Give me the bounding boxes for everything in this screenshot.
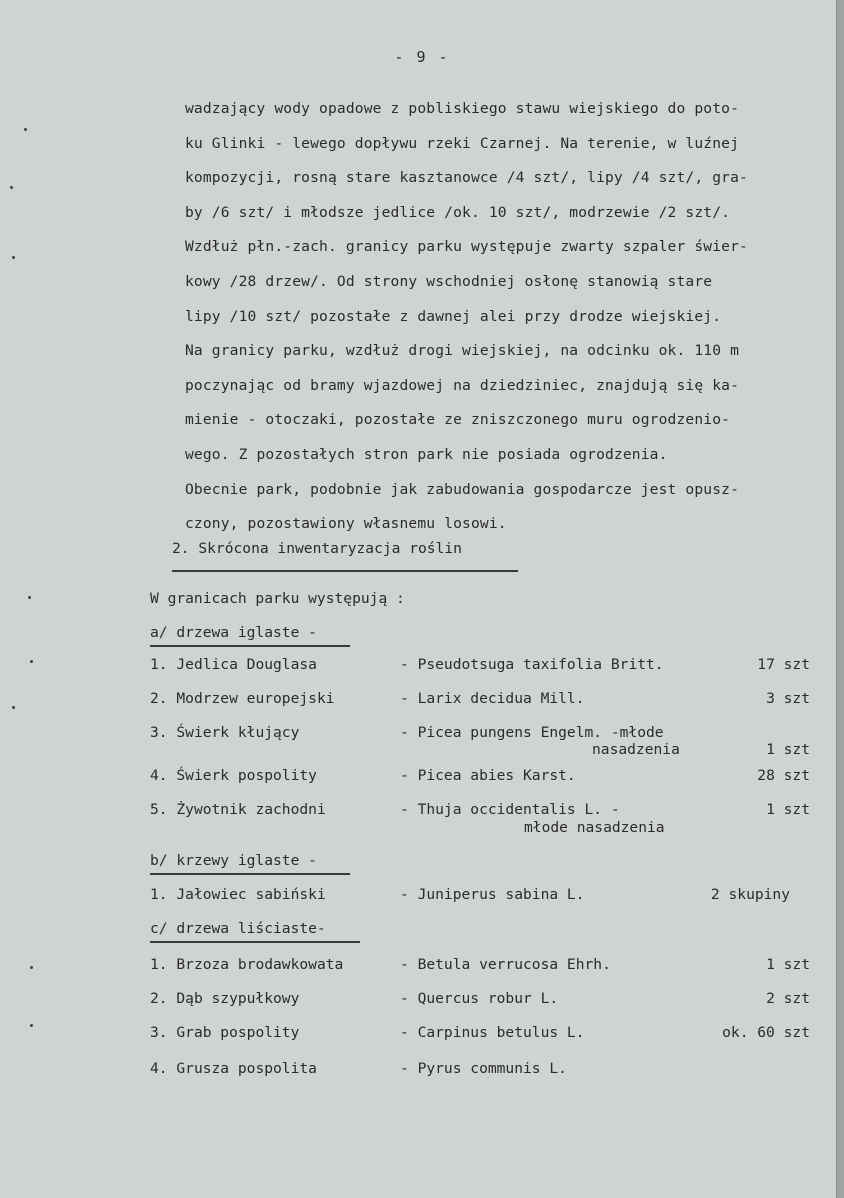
page-number: - 9 - (394, 48, 450, 66)
plant-number: 2. (150, 690, 168, 707)
intro-text: W granicach parku występują : (150, 590, 405, 607)
paragraph-line: by /6 szt/ i młodsze jedlice /ok. 10 szt/, modrzewie /2 szt/. (185, 203, 731, 221)
paragraph-line: mienie - otoczaki, pozostałe ze zniszczonego muru ogrodzenio- (185, 411, 731, 429)
paragraph-line: poczynając od bramy wjazdowej na dziedziniec, znajdują się ka- (185, 376, 740, 394)
plant-common-name: Dąb szypułkowy (176, 990, 300, 1007)
margin-speck (30, 966, 33, 969)
category-deciduous-trees: c/ drzewa liściaste- (150, 920, 326, 937)
plant-latin-name: - Carpinus betulus L. (400, 1024, 585, 1041)
plant-number: 1. (150, 656, 168, 673)
category-underline (150, 873, 350, 875)
plant-count: 2 skupiny (710, 886, 790, 903)
plant-row (150, 1024, 810, 1064)
plant-number: 1. (150, 956, 168, 973)
plant-latin-name: - Larix decidua Mill. (400, 690, 585, 707)
paragraph-line: kowy /28 drzew/. Od strony wschodniej osłonę stanowią stare (185, 272, 713, 290)
margin-speck (10, 186, 13, 189)
plant-latin-name: - Pyrus communis L. (400, 1060, 567, 1077)
plant-common-name: Grab pospolity (176, 1024, 300, 1041)
category-conifer-trees: a/ drzewa iglaste - (150, 624, 317, 641)
plant-row (150, 1060, 810, 1100)
plant-name (150, 724, 299, 741)
plant-latin-name: - Picea pungens Engelm. -młode (400, 724, 664, 741)
paragraph-line: wego. Z pozostałych stron park nie posiada ogrodzenia. (185, 445, 668, 463)
plant-common-name: Grusza pospolita (176, 1060, 317, 1077)
plant-common-name: Jałowiec sabiński (176, 886, 326, 903)
plant-common-name: Brzoza brodawkowata (176, 956, 344, 973)
plant-latin-name: - Betula verrucosa Ehrh. (400, 956, 611, 973)
plant-latin-name: - Pseudotsuga taxifolia Britt. (400, 656, 664, 673)
paragraph-line: Wzdłuż płn.-zach. granicy parku występuje zwarty szpaler świer- (185, 238, 748, 256)
plant-number: 5. (150, 801, 168, 818)
plant-latin-name: - Juniperus sabina L. (400, 886, 585, 903)
body-paragraph (185, 92, 825, 542)
section-title: 2. Skrócona inwentaryzacja roślin (172, 540, 462, 557)
plant-common-name: Modrzew europejski (176, 690, 335, 707)
plant-name (150, 690, 335, 707)
plant-count: 1 szt (766, 956, 810, 973)
plant-latin-name: - Thuja occidentalis L. - (400, 801, 620, 818)
paragraph-line: Na granicy parku, wzdłuż drogi wiejskiej, na odcinku ok. 110 m (185, 342, 740, 360)
plant-common-name: Świerk pospolity (176, 767, 317, 784)
plant-latin-name-continued: młode nasadzenia (524, 819, 665, 836)
margin-speck (30, 660, 33, 663)
paragraph-line: czony, pozostawiony własnemu losowi. (185, 515, 507, 533)
plant-name (150, 990, 299, 1007)
plant-row (150, 801, 810, 841)
plant-number: 3. (150, 1024, 168, 1041)
category-underline (150, 941, 360, 943)
plant-name (150, 886, 326, 903)
plant-common-name: Świerk kłujący (176, 724, 300, 741)
plant-name (150, 1060, 317, 1077)
plant-name (150, 656, 317, 673)
plant-count: ok. 60 szt (722, 1024, 810, 1041)
category-conifer-shrubs: b/ krzewy iglaste - (150, 852, 317, 869)
margin-speck (12, 256, 15, 259)
category-underline (150, 645, 350, 647)
paragraph-line: wadzający wody opadowe z pobliskiego stawu wiejskiego do poto- (185, 100, 740, 117)
plant-common-name: Żywotnik zachodni (176, 801, 326, 818)
paragraph-line: lipy /10 szt/ pozostałe z dawnej alei przy drodze wiejskiej. (185, 307, 722, 325)
plant-name (150, 956, 343, 973)
margin-speck (12, 706, 15, 709)
plant-number: 4. (150, 1060, 168, 1077)
plant-count: 3 szt (766, 690, 810, 707)
margin-speck (24, 128, 27, 131)
plant-count: 2 szt (766, 990, 810, 1007)
paragraph-line: ku Glinki - lewego dopływu rzeki Czarnej. Na terenie, w luźnej (185, 134, 740, 152)
plant-number: 1. (150, 886, 168, 903)
plant-latin-name: - Quercus robur L. (400, 990, 559, 1007)
plant-count: 28 szt (757, 767, 810, 784)
plant-name (150, 1024, 299, 1041)
plant-name (150, 767, 317, 784)
plant-latin-name-continued: nasadzenia (592, 741, 680, 758)
paragraph-line: Obecnie park, podobnie jak zabudowania gospodarcze jest opusz- (185, 480, 740, 498)
margin-speck (30, 1024, 33, 1027)
section-underline (172, 570, 518, 572)
plant-row (150, 724, 810, 764)
plant-number: 2. (150, 990, 168, 1007)
plant-count: 1 szt (766, 801, 810, 818)
plant-number: 3. (150, 724, 168, 741)
plant-count: 17 szt (757, 656, 810, 673)
margin-speck (28, 596, 31, 599)
plant-number: 4. (150, 767, 168, 784)
plant-common-name: Jedlica Douglasa (176, 656, 317, 673)
plant-latin-name: - Picea abies Karst. (400, 767, 576, 784)
paragraph-line: kompozycji, rosną stare kasztanowce /4 szt/, lipy /4 szt/, gra- (185, 169, 748, 187)
plant-name (150, 801, 326, 818)
plant-count: 1 szt (766, 741, 810, 758)
